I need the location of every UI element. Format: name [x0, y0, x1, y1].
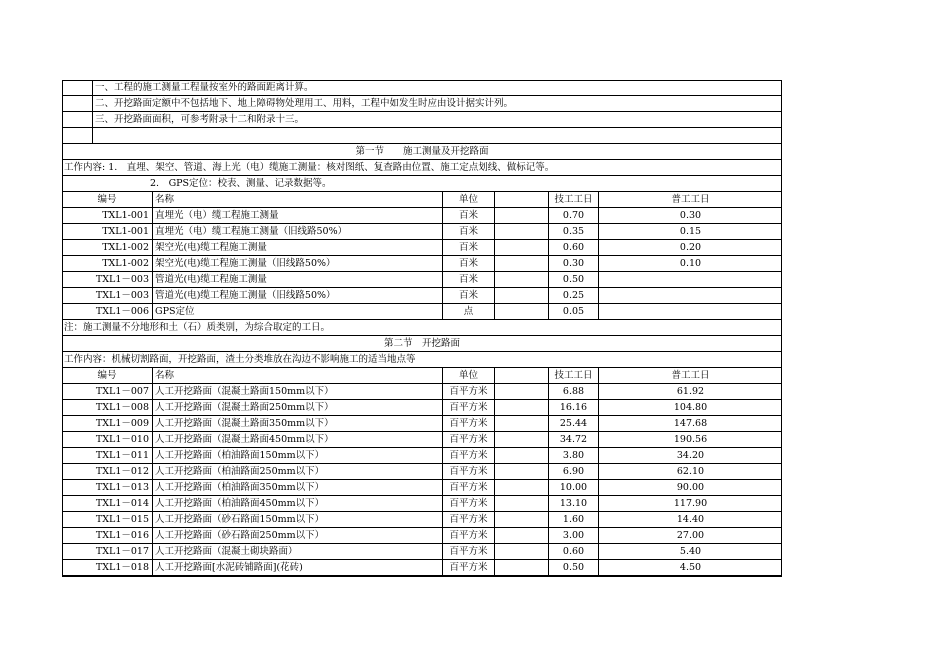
item-skilled-days: 25.44: [548, 416, 598, 432]
work-content: 工作内容：机械切割路面，开挖路面，渣土分类堆放在沟边不影响施工的适当地点等: [62, 352, 782, 368]
item-skilled-days: 34.72: [548, 432, 598, 448]
item-unit: 百米: [442, 288, 494, 304]
item-skilled-days: 0.30: [548, 256, 598, 272]
item-code: TXL1-001: [62, 208, 152, 224]
col-header-code: 编号: [62, 192, 152, 208]
item-name: 管道光(电)缆工程施工测量: [152, 272, 442, 288]
item-general-days: [598, 304, 782, 320]
table-row: [62, 528, 782, 544]
work-content-row: [62, 160, 782, 176]
quota-sheet: [62, 80, 782, 576]
item-general-days: 0.15: [598, 224, 782, 240]
table-header-row: [62, 192, 782, 208]
item-name: 人工开挖路面（混凝土路面150mm以下）: [152, 384, 442, 400]
item-general-days: 62.10: [598, 464, 782, 480]
item-general-days: 90.00: [598, 480, 782, 496]
item-unit: 百平方米: [442, 528, 494, 544]
item-skilled-days: 0.60: [548, 544, 598, 560]
item-general-days: 104.80: [598, 400, 782, 416]
item-unit: 百平方米: [442, 384, 494, 400]
item-name: 架空光(电)缆工程施工测量: [152, 240, 442, 256]
item-name: 管道光(电)缆工程施工测量（旧线路50%）: [152, 288, 442, 304]
item-name: GPS定位: [152, 304, 442, 320]
item-name: 人工开挖路面（混凝土路面450mm以下）: [152, 432, 442, 448]
item-skilled-days: 3.00: [548, 528, 598, 544]
item-skilled-days: 6.88: [548, 384, 598, 400]
col-header-skilled: 技工工日: [548, 368, 598, 384]
item-name: 人工开挖路面（柏油路面350mm以下）: [152, 480, 442, 496]
section-title-row: [62, 336, 782, 352]
item-general-days: 5.40: [598, 544, 782, 560]
work-content-row: [62, 352, 782, 368]
item-code: TXL1－014: [62, 496, 152, 512]
item-code: TXL1-001: [62, 224, 152, 240]
table-row: [62, 480, 782, 496]
item-general-days: 190.56: [598, 432, 782, 448]
table-row: [62, 256, 782, 272]
item-name: 人工开挖路面（砂石路面250mm以下）: [152, 528, 442, 544]
work-content-row: [62, 176, 782, 192]
item-unit: 百平方米: [442, 400, 494, 416]
item-unit: 百平方米: [442, 512, 494, 528]
item-name: 直埋光（电）缆工程施工测量（旧线路50%）: [152, 224, 442, 240]
col-header-unit: 单位: [442, 368, 494, 384]
item-code: TXL1－003: [62, 288, 152, 304]
item-unit: 百平方米: [442, 416, 494, 432]
work-content: 工作内容: 1. 直埋、架空、管道、海上光（电）缆施工测量：核对图纸、复查路由位置、施工定点划线、做标记等。: [62, 160, 782, 176]
col-header-general: 普工工日: [598, 192, 782, 208]
item-name: 架空光(电)缆工程施工测量（旧线路50%）: [152, 256, 442, 272]
item-unit: 百平方米: [442, 464, 494, 480]
item-general-days: 4.50: [598, 560, 782, 576]
item-skilled-days: 0.50: [548, 272, 598, 288]
table-row: [62, 512, 782, 528]
item-code: TXL1－013: [62, 480, 152, 496]
table-row: [62, 544, 782, 560]
item-code: TXL1－007: [62, 384, 152, 400]
section-title-row: [62, 144, 782, 160]
footnote: 注：施工测量不分地形和土（石）质类别，为综合取定的工日。: [62, 320, 782, 336]
note-row: [62, 96, 782, 112]
item-general-days: 61.92: [598, 384, 782, 400]
table-row: [62, 272, 782, 288]
item-general-days: 0.20: [598, 240, 782, 256]
item-skilled-days: 10.00: [548, 480, 598, 496]
item-name: 人工开挖路面（砂石路面150mm以下）: [152, 512, 442, 528]
item-general-days: 34.20: [598, 448, 782, 464]
note-row: [62, 112, 782, 128]
item-code: TXL1－018: [62, 560, 152, 576]
item-unit: 百平方米: [442, 496, 494, 512]
table-row: [62, 560, 782, 576]
item-code: TXL1－017: [62, 544, 152, 560]
item-unit: 百米: [442, 240, 494, 256]
col-header-name: 名称: [152, 192, 442, 208]
item-name: 人工开挖路面（柏油路面450mm以下）: [152, 496, 442, 512]
item-code: TXL1－016: [62, 528, 152, 544]
item-code: TXL1－009: [62, 416, 152, 432]
item-name: 人工开挖路面（混凝土砌块路面）: [152, 544, 442, 560]
footnote-row: [62, 320, 782, 336]
table-row: [62, 432, 782, 448]
item-skilled-days: 0.60: [548, 240, 598, 256]
table-row: [62, 304, 782, 320]
item-code: TXL1－008: [62, 400, 152, 416]
item-general-days: 147.68: [598, 416, 782, 432]
table-row: [62, 496, 782, 512]
item-skilled-days: 0.25: [548, 288, 598, 304]
item-code: TXL1-002: [62, 240, 152, 256]
item-code: TXL1－010: [62, 432, 152, 448]
item-general-days: [598, 288, 782, 304]
item-name: 人工开挖路面（混凝土路面350mm以下）: [152, 416, 442, 432]
item-code: TXL1-002: [62, 256, 152, 272]
item-skilled-days: 0.05: [548, 304, 598, 320]
item-skilled-days: 1.60: [548, 512, 598, 528]
item-unit: 百平方米: [442, 544, 494, 560]
item-code: TXL1－012: [62, 464, 152, 480]
item-unit: 点: [442, 304, 494, 320]
item-name: 直埋光（电）缆工程施工测量: [152, 208, 442, 224]
section-title: 第一节 施工测量及开挖路面: [62, 144, 782, 160]
section-title: 第二节 开挖路面: [62, 336, 782, 352]
item-unit: 百米: [442, 272, 494, 288]
work-content: 2. GPS定位：校表、测量、记录数据等。: [62, 176, 782, 192]
table-row: [62, 240, 782, 256]
item-general-days: 14.40: [598, 512, 782, 528]
item-unit: 百平方米: [442, 480, 494, 496]
table-row: [62, 288, 782, 304]
item-general-days: [598, 272, 782, 288]
item-skilled-days: 0.35: [548, 224, 598, 240]
note-text: 三、开挖路面面积，可参考附录十二和附录十三。: [92, 112, 782, 128]
item-name: 人工开挖路面（混凝土路面250mm以下）: [152, 400, 442, 416]
note-row: [62, 80, 782, 96]
item-skilled-days: 6.90: [548, 464, 598, 480]
table-row: [62, 448, 782, 464]
item-unit: 百米: [442, 256, 494, 272]
item-skilled-days: 3.80: [548, 448, 598, 464]
item-general-days: 0.10: [598, 256, 782, 272]
item-name: 人工开挖路面（柏油路面250mm以下）: [152, 464, 442, 480]
note-text: 一、工程的施工测量工程量按室外的路面距离计算。: [92, 80, 782, 96]
item-skilled-days: 0.50: [548, 560, 598, 576]
blank-row: [62, 128, 782, 144]
item-code: TXL1－011: [62, 448, 152, 464]
item-code: TXL1－006: [62, 304, 152, 320]
item-code: TXL1－003: [62, 272, 152, 288]
item-general-days: 27.00: [598, 528, 782, 544]
item-name: 人工开挖路面（柏油路面150mm以下）: [152, 448, 442, 464]
col-header-general: 普工工日: [598, 368, 782, 384]
table-row: [62, 224, 782, 240]
item-name: 人工开挖路面[水泥砖铺路面](花砖): [152, 560, 442, 576]
item-skilled-days: 16.16: [548, 400, 598, 416]
item-unit: 百米: [442, 208, 494, 224]
item-general-days: 0.30: [598, 208, 782, 224]
table-row: [62, 400, 782, 416]
item-general-days: 117.90: [598, 496, 782, 512]
col-header-code: 编号: [62, 368, 152, 384]
col-header-unit: 单位: [442, 192, 494, 208]
table-row: [62, 208, 782, 224]
table-header-row: [62, 368, 782, 384]
item-skilled-days: 13.10: [548, 496, 598, 512]
item-code: TXL1－015: [62, 512, 152, 528]
note-text: 二、开挖路面定额中不包括地下、地上障碍物处理用工、用料，工程中如发生时应由设计据实计列。: [92, 96, 782, 112]
item-unit: 百米: [442, 224, 494, 240]
col-header-name: 名称: [152, 368, 442, 384]
item-skilled-days: 0.70: [548, 208, 598, 224]
table-row: [62, 416, 782, 432]
col-header-skilled: 技工工日: [548, 192, 598, 208]
item-unit: 百平方米: [442, 432, 494, 448]
table-row: [62, 384, 782, 400]
table-row: [62, 464, 782, 480]
item-unit: 百平方米: [442, 448, 494, 464]
item-unit: 百平方米: [442, 560, 494, 576]
